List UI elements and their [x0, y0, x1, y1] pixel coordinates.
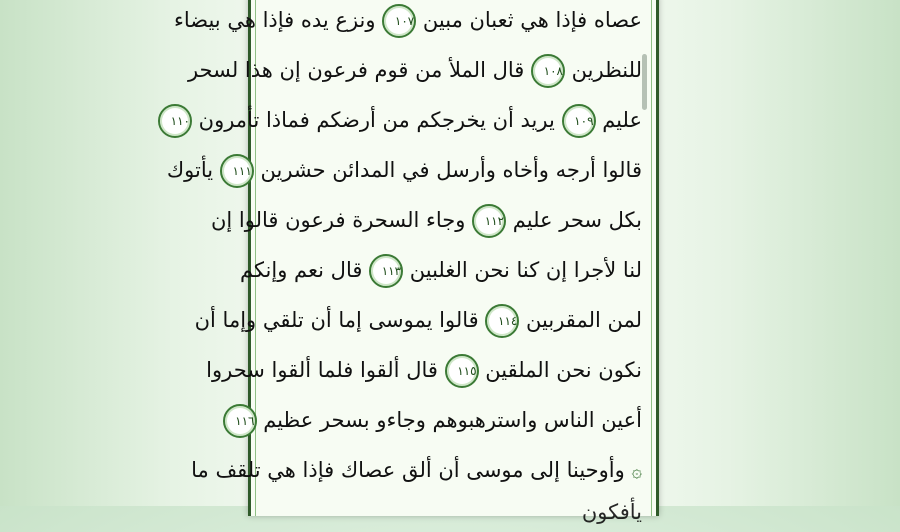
verse-text: قال ألقوا فلما ألقوا سحروا [206, 358, 438, 382]
text-line-10 [191, 450, 642, 490]
text-line-1 [173, 0, 642, 40]
vertical-scrollbar[interactable] [642, 54, 647, 110]
verse-text: وجاء السحرة فرعون قالوا إن [210, 208, 466, 232]
verse-text: أعين الناس واسترهبوهم وجاءو بسحر عظيم [263, 408, 642, 432]
text-line-2 [187, 50, 642, 90]
text-line-4 [166, 150, 642, 190]
verse-text: نكون نحن الملقين [485, 358, 642, 382]
verse-text: بكل سحر عليم [512, 208, 642, 232]
ayah-number-marker: ١١٣ [369, 254, 403, 288]
ayah-number-marker: ١٠٧ [382, 4, 416, 38]
mushaf-page[interactable] [166, 0, 659, 524]
verse-text: قالوا يموسى إما أن تلقي وإما أن [194, 308, 479, 332]
background-right-panel [653, 0, 900, 506]
ayah-number-marker: ١١٥ [445, 354, 479, 388]
text-line-6 [239, 250, 642, 290]
verse-text: قال نعم وإنكم [239, 258, 363, 282]
rub-el-hizb-icon: ۞ [631, 461, 642, 482]
text-line-5 [210, 200, 642, 240]
verse-text: عصاه فإذا هي ثعبان مبين [422, 8, 642, 32]
ayah-number-marker: ١١٢ [472, 204, 506, 238]
text-line-9 [235, 400, 642, 440]
text-line-7 [194, 300, 642, 340]
verse-text: لنا لأجرا إن كنا نحن الغلبين [409, 258, 642, 282]
text-line-11 [265, 492, 642, 532]
text-line-3 [170, 100, 642, 140]
verse-text: قالوا أرجه وأخاه وأرسل في المدائن حشرين [260, 158, 642, 182]
verse-text: ونزع يده فإذا هي بيضاء [173, 8, 376, 32]
verse-text: يأفكون [581, 500, 642, 524]
ayah-number-marker: ١١٠ [158, 104, 192, 138]
verse-text: عليم [602, 108, 642, 132]
verse-text: يريد أن يخرجكم من أرضكم فماذا تأمرون [198, 108, 555, 132]
ayah-number-marker: ١١٦ [223, 404, 257, 438]
verse-text: وأوحينا إلى موسى أن ألق عصاك فإذا هي تلقف ما [191, 458, 625, 482]
ayah-number-marker: ١١١ [220, 154, 254, 188]
ayah-number-marker: ١٠٨ [531, 54, 565, 88]
ayah-number-marker: ١١٤ [485, 304, 519, 338]
ayah-number-marker: ١٠٩ [562, 104, 596, 138]
verse-text: لمن المقربين [526, 308, 642, 332]
verse-text: يأتوك [166, 158, 214, 182]
verse-text: للنظرين [571, 58, 642, 82]
text-line-8 [206, 350, 642, 390]
verse-text: قال الملأ من قوم فرعون إن هذا لسحر [187, 58, 525, 82]
